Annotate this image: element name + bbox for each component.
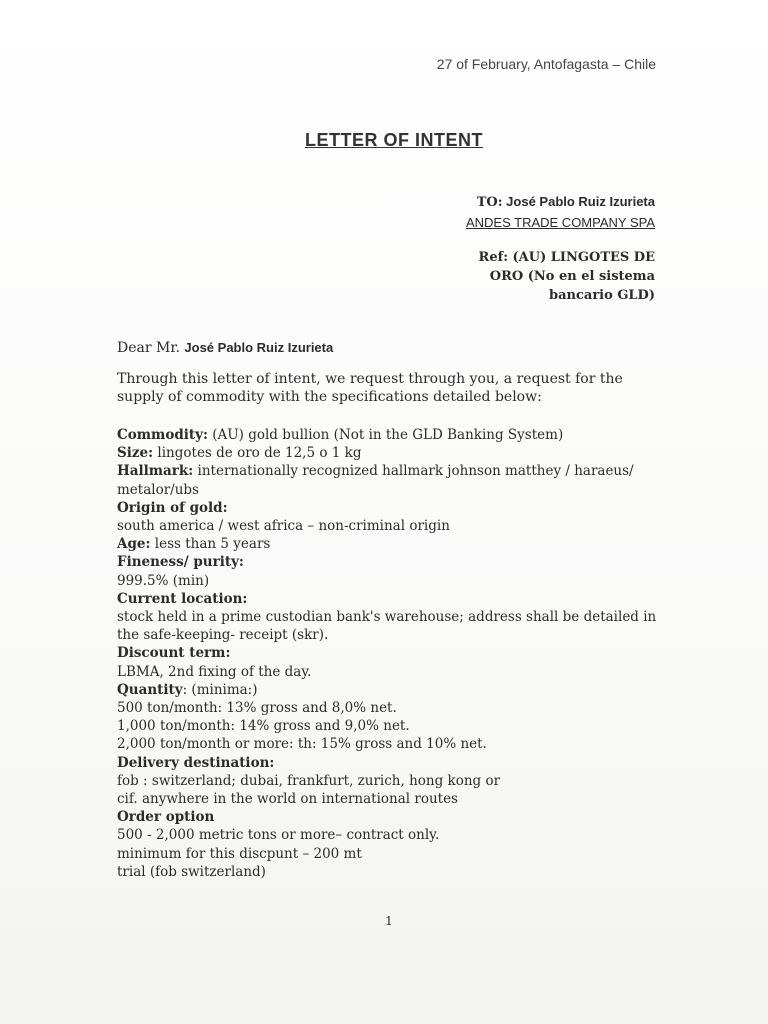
quantity-line: 2,000 ton/month or more: th: 15% gross and 10% net. [117, 736, 487, 753]
intro-paragraph: Through this letter of intent, we request through you, a request for the supply of commodity with the specifications detailed below: [117, 371, 623, 405]
reference-block [435, 248, 655, 305]
spec-value: internationally recognized hallmark johnson matthey / haraeus/ metalor/ubs [117, 463, 634, 498]
recipient-company: ANDES TRADE COMPANY SPA [465, 215, 655, 230]
order-line: trial (fob switzerland) [117, 863, 266, 880]
order-line: minimum for this discpunt – 200 mt [117, 845, 362, 862]
specifications-list [117, 426, 657, 881]
spec-hallmark [117, 462, 657, 498]
spec-delivery-label: Delivery destination: [117, 754, 275, 771]
ref-line-1: (AU) LINGOTES DE [512, 250, 655, 265]
ref-label: Ref: [478, 250, 508, 265]
spec-label: Hallmark: [117, 463, 194, 480]
ref-line-2: ORO (No en el sistema [489, 269, 655, 284]
recipient-block [466, 192, 655, 233]
spec-value: lingotes de oro de 12,5 o 1 kg [157, 445, 362, 462]
spec-origin-value: south america / west africa – non-criminal origin [117, 518, 450, 535]
salutation-name: José Pablo Ruiz Izurieta [184, 340, 334, 355]
spec-origin-label: Origin of gold: [117, 499, 228, 516]
order-line: 500 - 2,000 metric tons or more– contract only. [117, 827, 440, 844]
spec-location-label: Current location: [117, 590, 248, 607]
spec-label: Size: [117, 445, 154, 462]
delivery-line: fob : switzerland; dubai, frankfurt, zurich, hong kong or [117, 772, 501, 789]
quantity-line: 1,000 ton/month: 14% gross and 9,0% net. [117, 718, 410, 735]
ref-line-3: bancario GLD) [549, 288, 655, 303]
spec-location-value: stock held in a prime custodian bank's warehouse; address shall be detailed in the safe-keeping- receipt (skr). [117, 609, 657, 644]
spec-discount-label: Discount term: [117, 645, 231, 662]
spec-label: Age: [117, 536, 151, 553]
to-label: TO: [476, 195, 503, 210]
letter-date: 27 of February, Antofagasta – Chile [436, 56, 656, 72]
delivery-line: cif. anywhere in the world on international routes [117, 791, 458, 808]
quantity-line: 500 ton/month: 13% gross and 8,0% net. [117, 700, 397, 717]
spec-quantity [117, 681, 657, 699]
spec-value: (AU) gold bullion (Not in the GLD Banking System) [212, 427, 564, 443]
spec-label: Commodity: [117, 427, 208, 443]
spec-size [117, 444, 657, 462]
spec-fineness-label: Fineness/ purity: [117, 554, 244, 571]
spec-age [117, 535, 657, 553]
spec-discount-value: LBMA, 2nd fixing of the day. [117, 663, 312, 680]
salutation-prefix: Dear Mr. [117, 340, 180, 356]
letter-title: LETTER OF INTENT [305, 130, 483, 150]
spec-value: : (minima:) [182, 681, 258, 698]
spec-order-label: Order option [117, 809, 215, 826]
page-number: 1 [385, 914, 393, 928]
spec-commodity [117, 426, 657, 444]
recipient-name: José Pablo Ruiz Izurieta [506, 194, 655, 209]
spec-label: Quantity [117, 681, 183, 698]
spec-fineness-value: 999.5% (min) [117, 572, 210, 589]
salutation [117, 340, 333, 356]
spec-value: less than 5 years [154, 536, 271, 553]
